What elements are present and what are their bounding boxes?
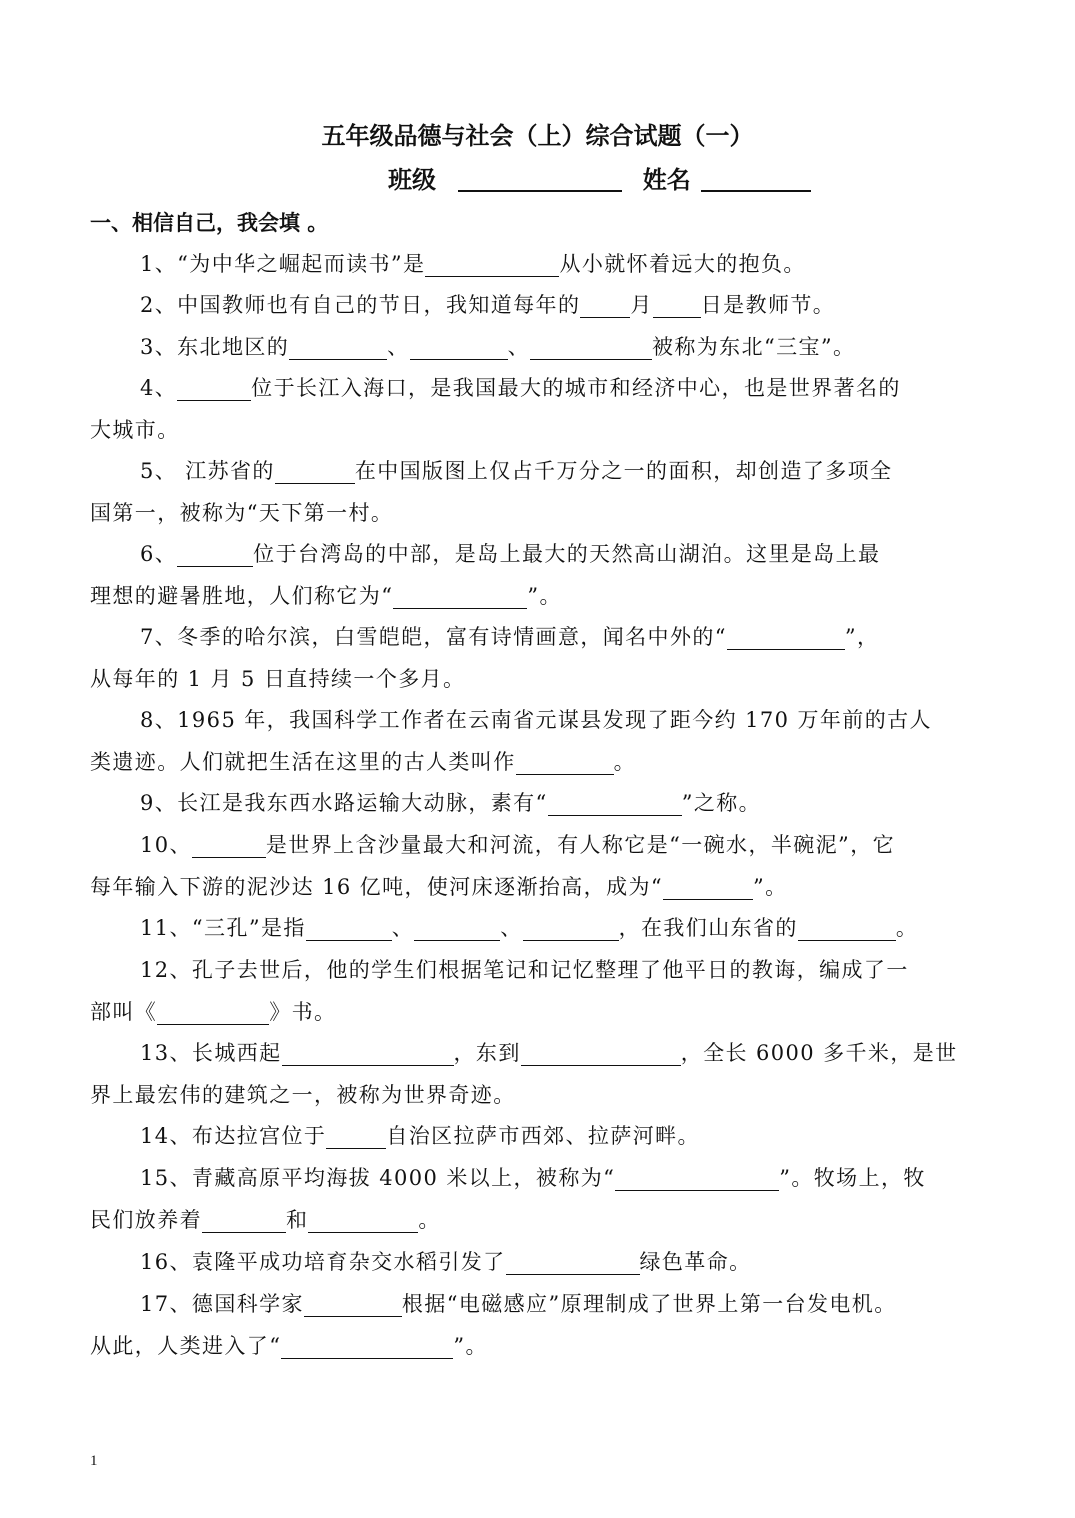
- answer-blank[interactable]: [414, 914, 500, 941]
- answer-blank[interactable]: [393, 582, 527, 609]
- answer-blank[interactable]: [308, 1206, 418, 1233]
- question-11: 11、“三孔”是指 、 、 ，在我们山东省的 。: [140, 916, 919, 940]
- question-14: 14、布达拉宫位于 自治区拉萨市西郊、拉萨河畔。: [140, 1124, 700, 1148]
- answer-blank[interactable]: [177, 374, 251, 401]
- answer-blank[interactable]: [530, 333, 652, 360]
- answer-blank[interactable]: [177, 540, 253, 567]
- class-blank[interactable]: [458, 162, 622, 192]
- question-10: 10、 是世界上含沙量最大和河流，有人称它是“一碗水，半碗泥”，它 每年输入下游的泥沙达 16 亿吨，使河床逐渐抬高，成为“ ”。: [90, 833, 895, 899]
- answer-blank[interactable]: [425, 250, 559, 277]
- answer-blank[interactable]: [798, 914, 896, 941]
- question-7: 7、冬季的哈尔滨，白雪皑皑，富有诗情画意，闻名中外的“ ”， 从每年的 1 月 5 日直持续一个多月。: [90, 625, 880, 691]
- question-15: 15、青藏高原平均海拔 4000 米以上，被称为“ ”。牧场上，牧 民们放养着 和 。: [90, 1166, 926, 1232]
- answer-blank[interactable]: [506, 1248, 640, 1275]
- exam-title: 五年级品德与社会（上）综合试题（一）: [321, 122, 754, 150]
- answer-blank[interactable]: [281, 1332, 453, 1359]
- question-12: 12、孔子去世后，他的学生们根据笔记和记忆整理了他平日的教诲，编成了一 部叫《 》书。: [90, 958, 909, 1024]
- answer-blank[interactable]: [548, 789, 682, 816]
- answer-blank[interactable]: [516, 748, 614, 775]
- answer-blank[interactable]: [275, 457, 355, 484]
- answer-blank[interactable]: [326, 1122, 386, 1149]
- answer-blank[interactable]: [523, 914, 619, 941]
- question-5: 5、 江苏省的 在中国版图上仅占千万分之一的面积，却创造了多项全 国第一，被称为“天下第一村。: [90, 459, 893, 525]
- name-blank[interactable]: [701, 162, 811, 192]
- answer-blank[interactable]: [306, 914, 392, 941]
- answer-blank[interactable]: [663, 873, 753, 900]
- section-heading: 一、相信自己，我会填 。: [90, 211, 329, 235]
- answer-blank[interactable]: [192, 831, 266, 858]
- answer-blank[interactable]: [653, 291, 701, 318]
- question-3: 3、东北地区的 、 、 被称为东北“三宝”。: [140, 335, 856, 359]
- student-info-row: [388, 161, 811, 199]
- answer-blank[interactable]: [282, 1039, 454, 1066]
- page-number: 1: [90, 1453, 98, 1469]
- answer-blank[interactable]: [615, 1164, 779, 1191]
- answer-blank[interactable]: [202, 1206, 286, 1233]
- question-9: 9、长江是我东西水路运输大动脉，素有“ ”之称。: [140, 791, 762, 815]
- question-4: 4、 位于长江入海口，是我国最大的城市和经济中心，也是世界著名的 大城市。: [90, 376, 901, 442]
- answer-blank[interactable]: [727, 623, 845, 650]
- answer-blank[interactable]: [580, 291, 630, 318]
- answer-blank[interactable]: [410, 333, 508, 360]
- question-2: 2、中国教师也有自己的节日，我知道每年的 月 日是教师节。: [140, 293, 836, 317]
- answer-blank[interactable]: [289, 333, 387, 360]
- name-label: 姓名: [642, 166, 691, 194]
- question-8: 8、1965 年，我国科学工作者在云南省元谋县发现了距今约 170 万年前的古人 类遗迹。人们就把生活在这里的古人类叫作 。: [90, 708, 932, 774]
- class-label: 班级: [388, 166, 436, 194]
- question-16: 16、袁隆平成功培育杂交水稻引发了 绿色革命。: [140, 1250, 752, 1274]
- question-13: 13、长城西起 ，东到 ，全长 6000 多千米，是世 界上最宏伟的建筑之一，被称为世界奇迹。: [90, 1041, 958, 1107]
- answer-blank[interactable]: [157, 998, 269, 1025]
- answer-blank[interactable]: [521, 1039, 681, 1066]
- question-6: 6、 位于台湾岛的中部，是岛上最大的天然高山湖泊。这里是岛上最 理想的避暑胜地，人们称它为“ ”。: [90, 542, 881, 608]
- question-17: 17、德国科学家 根据“电磁感应”原理制成了世界上第一台发电机。 从此，人类进入了“ ”。: [90, 1292, 897, 1358]
- question-1: 1、“为中华之崛起而读书”是 从小就怀着远大的抱负。: [140, 252, 806, 276]
- answer-blank[interactable]: [304, 1290, 402, 1317]
